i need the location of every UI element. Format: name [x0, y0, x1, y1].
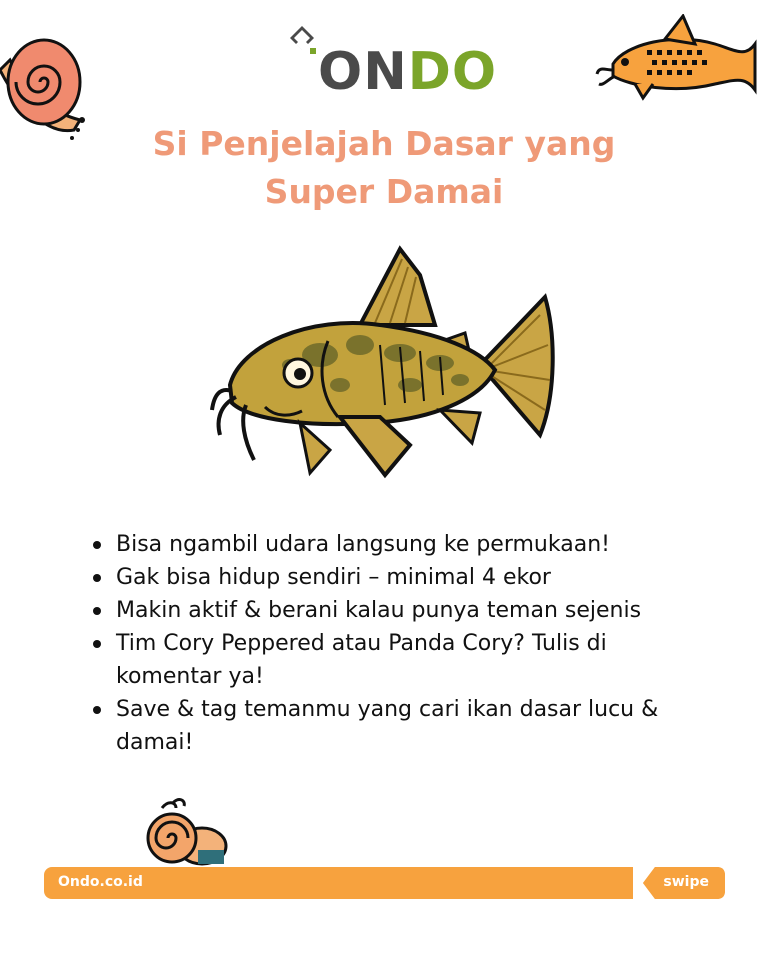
title-line-1: Si Penjelajah Dasar yang	[152, 124, 616, 163]
footer-url-link[interactable]: Ondo.co.id	[58, 874, 143, 890]
list-item: Save & tag temanmu yang cari ikan dasar lucu & damai!	[90, 693, 690, 759]
footer-bar	[44, 867, 725, 899]
list-item: Bisa ngambil udara langsung ke permukaan!	[90, 528, 690, 561]
orange-fish-icon	[595, 14, 760, 104]
logo-text-on: ON	[318, 42, 408, 102]
logo-wordmark	[318, 42, 498, 102]
list-item: Gak bisa hidup sendiri – minimal 4 ekor	[90, 561, 690, 594]
page-title	[110, 120, 658, 216]
logo-text-do: DO	[407, 42, 498, 102]
title-line-2: Super Damai	[264, 172, 504, 211]
snail-icon	[0, 20, 92, 140]
small-snail-icon	[142, 798, 232, 868]
brand-logo	[288, 20, 498, 102]
feature-list	[90, 528, 690, 759]
swipe-button[interactable]	[633, 867, 725, 899]
list-item: Tim Cory Peppered atau Panda Cory? Tulis di komentar ya!	[90, 627, 690, 693]
catfish-illustration	[210, 245, 560, 485]
swipe-label: swipe	[663, 874, 709, 890]
list-item: Makin aktif & berani kalau punya teman sejenis	[90, 594, 690, 627]
